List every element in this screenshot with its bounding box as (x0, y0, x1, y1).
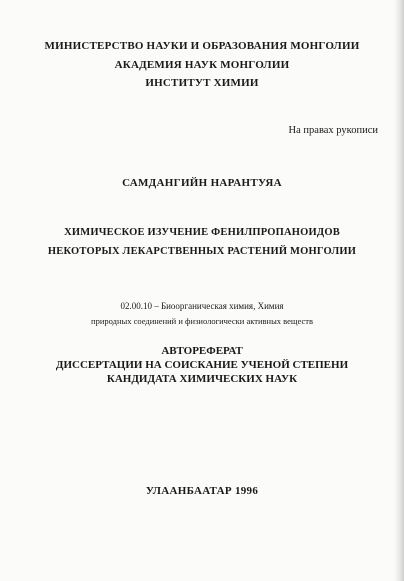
abstract-line-2: ДИССЕРТАЦИИ НА СОИСКАНИЕ УЧЕНОЙ СТЕПЕНИ (55, 359, 349, 371)
title-line-2: НЕКОТОРЫХ ЛЕКАРСТВЕННЫХ РАСТЕНИЙ МОНГОЛИИ (47, 246, 357, 257)
academy-line: АКАДЕМИЯ НАУК МОНГОЛИИ (114, 59, 290, 71)
title-line-1: ХИМИЧЕСКОЕ ИЗУЧЕНИЕ ФЕНИЛПРОПАНОИДОВ (64, 227, 340, 238)
abstract-line-3: КАНДИДАТА ХИМИЧЕСКИХ НАУК (106, 373, 298, 385)
specialty-line-2: природных соединений и физиологически активных веществ (91, 316, 313, 326)
author-name: САМДАНГИЙН НАРАНТУЯА (122, 177, 282, 189)
institute-line: ИНСТИТУТ ХИМИИ (145, 77, 259, 89)
abstract-heading: АВТОРЕФЕРАТ (161, 345, 243, 357)
page-edge-shadow (394, 0, 404, 581)
specialty-line-1: 02.00.10 – Биоорганическая химия, Химия (120, 301, 284, 311)
city-year: УЛААНБААТАР 1996 (145, 485, 259, 497)
ministry-line: МИНИСТЕРСТВО НАУКИ И ОБРАЗОВАНИЯ МОНГОЛИИ (44, 40, 360, 52)
rights-note: На правах рукописи (288, 125, 378, 136)
